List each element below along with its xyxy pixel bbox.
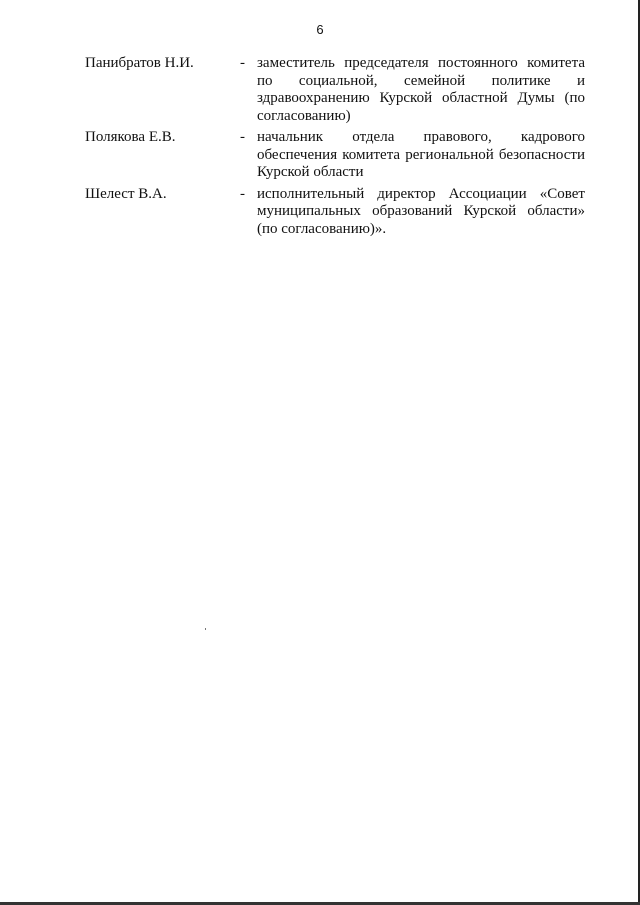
- member-name: Полякова Е.В.: [85, 129, 176, 145]
- member-role: заместитель председателя постоянного комитета по социальной, семейной политике и здравоохранению Курской областной Думы (по согласованию): [257, 55, 585, 124]
- member-row: [85, 55, 585, 125]
- member-row: [85, 129, 585, 182]
- member-row: [85, 186, 585, 239]
- member-role: исполнительный директор Ассоциации «Совет муниципальных образований Курской области» (по согласованию)».: [257, 185, 585, 237]
- member-dash: -: [240, 185, 245, 202]
- member-name: Панибратов Н.И.: [85, 55, 194, 71]
- member-name: Шелест В.А.: [85, 185, 167, 202]
- member-dash: -: [240, 55, 245, 71]
- page-number: 6: [316, 22, 324, 37]
- members-list: [85, 55, 585, 242]
- scan-speck: [205, 628, 206, 630]
- member-role: начальник отдела правового, кадрового обеспечения комитета региональной безопасности Курской области: [257, 129, 585, 180]
- member-dash: -: [240, 129, 245, 145]
